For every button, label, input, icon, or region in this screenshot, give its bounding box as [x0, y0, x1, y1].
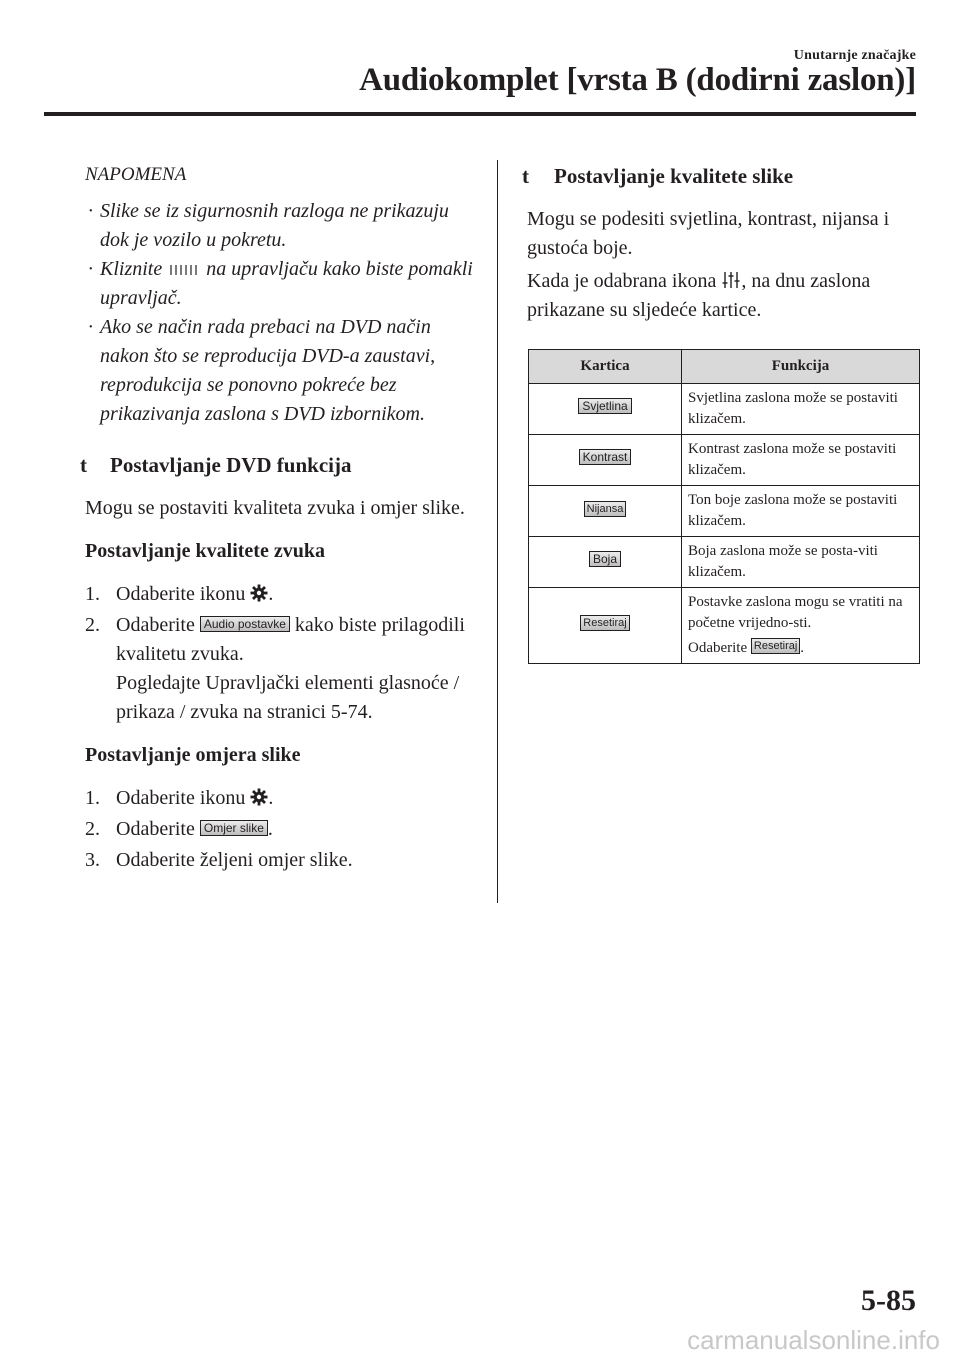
step-item: 2. Odaberite Audio postavke kako biste prilagodili kvalitetu zvuka. Pogledajte Upravljački elementi glasnoće / prikaza / zvuka na stranici 5-74. — [85, 614, 465, 723]
tab-reset[interactable]: Resetiraj — [580, 615, 629, 631]
table-cell: Postavke zaslona mogu se vratiti na početne vrijedno-sti. Odaberite Resetiraj . — [682, 588, 920, 664]
watermark: carmanualsonline.info — [687, 1325, 940, 1355]
step-item: 1. Odaberite ikonu . — [85, 583, 274, 605]
reset-button[interactable]: Resetiraj — [751, 638, 800, 654]
audio-settings-button[interactable]: Audio postavke — [200, 616, 290, 632]
aspect-ratio-button[interactable]: Omjer slike — [200, 820, 268, 836]
slider-grip-icon — [167, 263, 201, 277]
table-row — [529, 486, 920, 537]
step-item: 1. Odaberite ikonu . — [85, 787, 274, 809]
page-title: Audiokomplet [vrsta B (dodirni zaslon)] — [359, 62, 916, 98]
note-list — [80, 197, 480, 429]
sound-steps — [80, 580, 480, 727]
column-divider — [497, 160, 498, 903]
tab-tint[interactable]: Nijansa — [584, 501, 627, 517]
settings-gear-icon — [250, 788, 268, 806]
table-cell: Ton boje zaslona može se postaviti klizačem. — [682, 486, 920, 537]
page-number: 5-85 — [861, 1284, 916, 1317]
subheading-sound: Postavljanje kvalitete zvuka — [85, 540, 325, 562]
tab-brightness[interactable]: Svjetlina — [578, 398, 631, 414]
subheading-ratio: Postavljanje omjera slike — [85, 744, 301, 766]
quality-para: Kada je odabrana ikona , na dnu zaslona prikazane su sljedeće kartice. — [527, 270, 871, 321]
step-item: 3. Odaberite željeni omjer slike. — [85, 849, 353, 871]
note-heading: NAPOMENA — [85, 164, 187, 185]
section-heading-quality: t Postavljanje kvalitete slike — [522, 164, 794, 188]
tab-contrast[interactable]: Kontrast — [579, 449, 632, 465]
section-label: Unutarnje značajke — [793, 48, 916, 63]
note-item: · Ako se način rada prebaci na DVD način nakon što se reproducija DVD-a zaustavi, reprodukcija se ponovno pokreće bez prikazivanja zaslona s DVD izbornikom. — [88, 316, 436, 425]
table-cell: Svjetlina zaslona može se postaviti klizačem. — [682, 384, 920, 435]
table-row — [529, 537, 920, 588]
image-adjust-icon — [721, 271, 741, 289]
table-cell: Boja zaslona može se posta-viti klizačem. — [682, 537, 920, 588]
section-heading-dvd: t Postavljanje DVD funkcija — [80, 453, 352, 477]
table-header: Funkcija — [682, 350, 920, 384]
table-row — [529, 588, 920, 664]
table-cell: Kontrast zaslona može se postaviti klizačem. — [682, 435, 920, 486]
ratio-steps — [80, 784, 480, 875]
dvd-intro: Mogu se postaviti kvaliteta zvuka i omjer slike. — [85, 497, 465, 519]
settings-gear-icon — [250, 584, 268, 602]
header-rule — [44, 112, 916, 116]
left-column — [80, 160, 480, 877]
table-header-row — [529, 350, 920, 384]
right-column — [522, 160, 922, 664]
table-row — [529, 384, 920, 435]
table-row — [529, 435, 920, 486]
quality-intro: Mogu se podesiti svjetlina, kontrast, nijansa i gustoća boje. — [527, 208, 890, 259]
step-item: 2. Odaberite Omjer slike . — [85, 818, 273, 840]
note-item: · Kliznite na upravljaču kako biste pomakli upravljač. — [88, 258, 473, 309]
tab-color[interactable]: Boja — [589, 551, 621, 567]
note-item: · Slike se iz sigurnosnih razloga ne prikazuju dok je vozilo u pokretu. — [88, 200, 449, 251]
table-header: Kartica — [529, 350, 682, 384]
function-table — [528, 349, 920, 664]
